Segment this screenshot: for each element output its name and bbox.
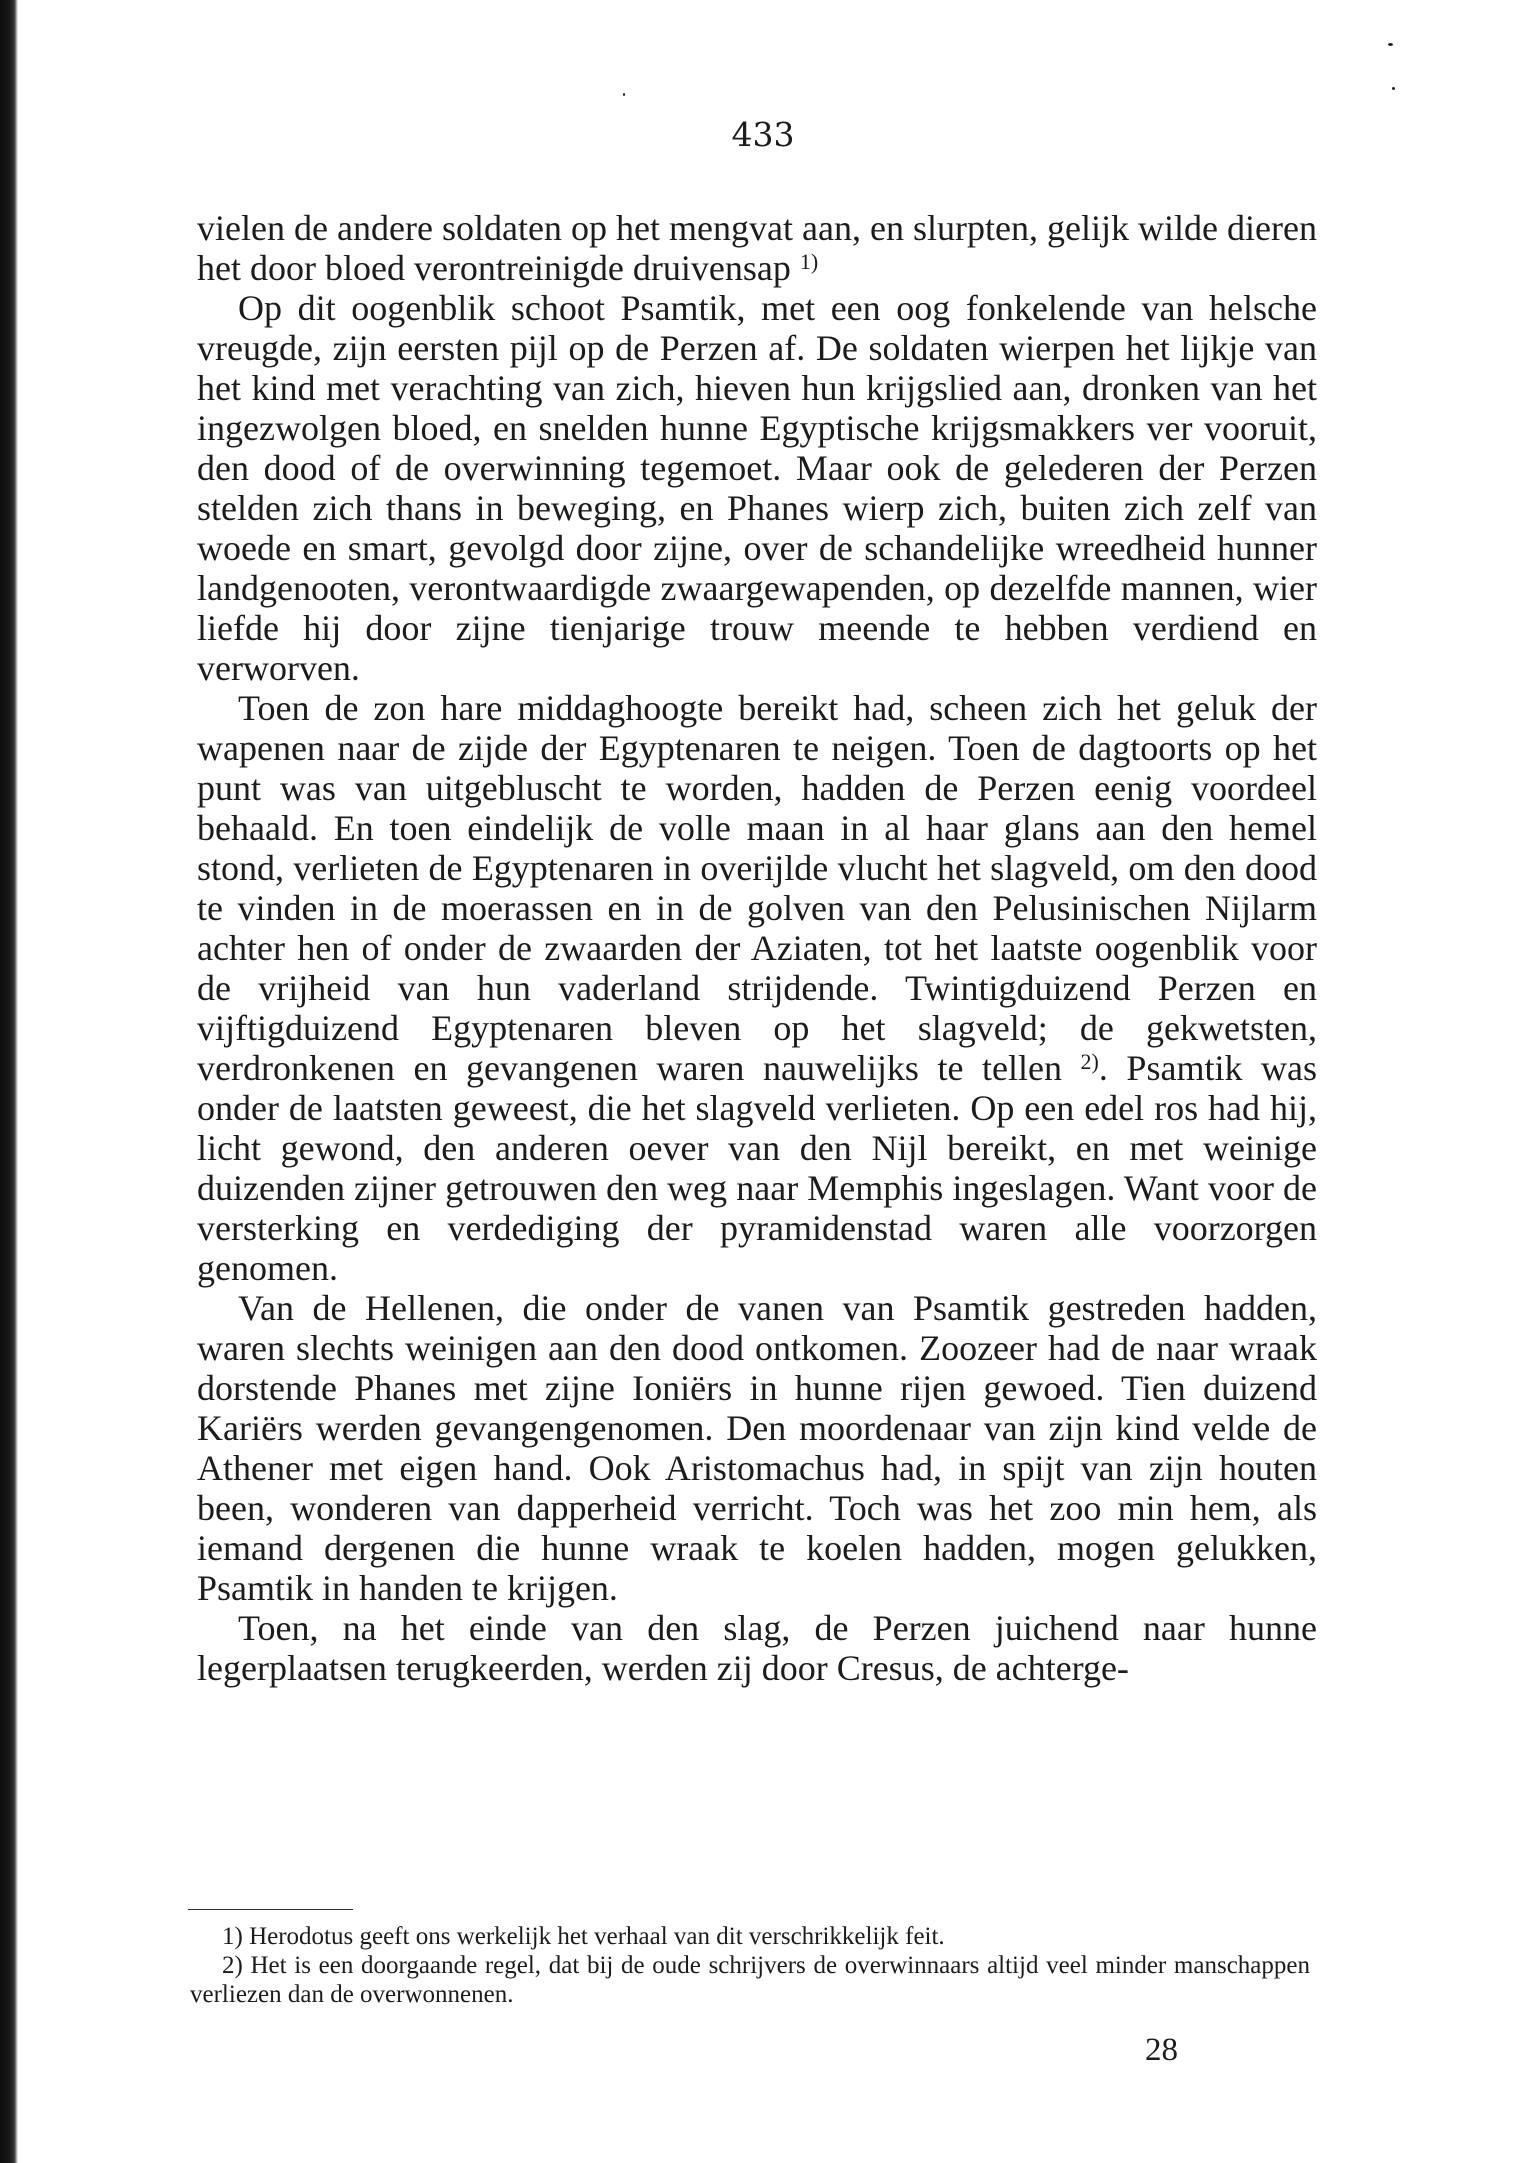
- signature-mark: 28: [1145, 2032, 1178, 2068]
- footnote-reference-1: 1): [799, 249, 819, 274]
- scan-speck: [1388, 43, 1393, 46]
- paragraph-text: Toen de zon hare middaghoogte bereikt had, scheen zich het geluk der wapenen naar de zijde der Egyptenaren te neigen. Toen de dagtoorts op het punt was van uitgebluscht te worden, hadden de Perzen eenig voordeel behaald. En toen eindelijk de volle maan in al haar glans aan den hemel stond, verlieten de Egyptenaren in overijlde vlucht het slagveld, om den dood te vinden in de moerassen en in de golven van den Pelusinischen Nijlarm achter hen of onder de zwaarden der Aziaten, tot het laatste oogenblik voor de vrijheid van hun vaderland strijdende. Twintigduizend Perzen en vijftigduizend Egyptenaren bleven op het slagveld; de gekwetsten, verdronkenen en gevangenen waren nauwelijks te tellen: [197, 688, 1317, 1088]
- footnote-1: 1) Herodotus geeft ons werkelijk het verhaal van dit verschrikkelijk feit.: [222, 1923, 945, 1950]
- scan-speck: [1392, 87, 1395, 90]
- paragraph-4: Van de Hellenen, die onder de vanen van Psamtik gestreden hadden, waren slechts weinigen aan den dood ontkomen. Zoozeer had de naar wraak dorstende Phanes met zijne Ioniërs in hunne rijen gewoed. Tien duizend Kariërs werden gevangengenomen. Den moordenaar van zijn kind velde de Athener met eigen hand. Ook Aristomachus had, in spijt van zijn houten been, wonderen van dapperheid verricht. Toch was het zoo min hem, als iemand dergenen die hunne wraak te koelen hadden, mogen gelukken, Psamtik in handen te krijgen.: [197, 1288, 1317, 1608]
- page-number: 433: [731, 115, 795, 154]
- paragraph-2: Op dit oogenblik schoot Psamtik, met een oog fonkelende van helsche vreugde, zijn eersten pijl op de Perzen af. De soldaten wierpen het lijkje van het kind met verachting van zich, hieven hun krijgslied aan, dronken van het ingezwolgen bloed, en snelden hunne Egyptische krijgsmakkers ver vooruit, den dood of de overwinning tegemoet. Maar ook de gelederen der Perzen stelden zich thans in beweging, en Phanes wierp zich, buiten zich zelf van woede en smart, gevolgd door zijne, over de schandelijke wreedheid hunner landgenooten, verontwaardigde zwaargewapenden, op dezelfde mannen, wier liefde hij door zijne tienjarige trouw meende te hebben verdiend en verworven.: [197, 288, 1317, 688]
- footnote-2: 2) Het is een doorgaande regel, dat bij de oude schrijvers de overwinnaars altijd veel minder manschappen verliezen dan de overwonnenen.: [190, 1952, 1310, 2008]
- paragraph-1: [197, 208, 1317, 288]
- paragraph-3: [197, 688, 1317, 1288]
- paragraph-5: Toen, na het einde van den slag, de Perzen juichend naar hunne legerplaatsen terugkeerden, werden zij door Cresus, de achterge-: [197, 1608, 1317, 1688]
- scan-speck: [623, 93, 625, 96]
- paragraph-text: vielen de andere soldaten op het mengvat aan, en slurpten, gelijk wilde dieren het door bloed verontreinigde druivensap: [197, 208, 1317, 288]
- paragraph-text: . Psamtik was onder de laatsten geweest, die het slagveld verlieten. Op een edel ros had hij, licht gewond, den anderen oever van den Nijl bereikt, en met weinige duizenden zijner getrouwen den weg naar Memphis ingeslagen. Want voor de versterking en verdediging der pyramidenstad waren alle voorzorgen genomen.: [197, 1048, 1317, 1288]
- footnote-reference-2: 2): [1080, 1049, 1099, 1074]
- body-text: [197, 208, 1317, 1688]
- footnote-divider: [188, 1909, 353, 1910]
- footnotes: [190, 1922, 1310, 2009]
- scan-binding-edge: [0, 0, 18, 2163]
